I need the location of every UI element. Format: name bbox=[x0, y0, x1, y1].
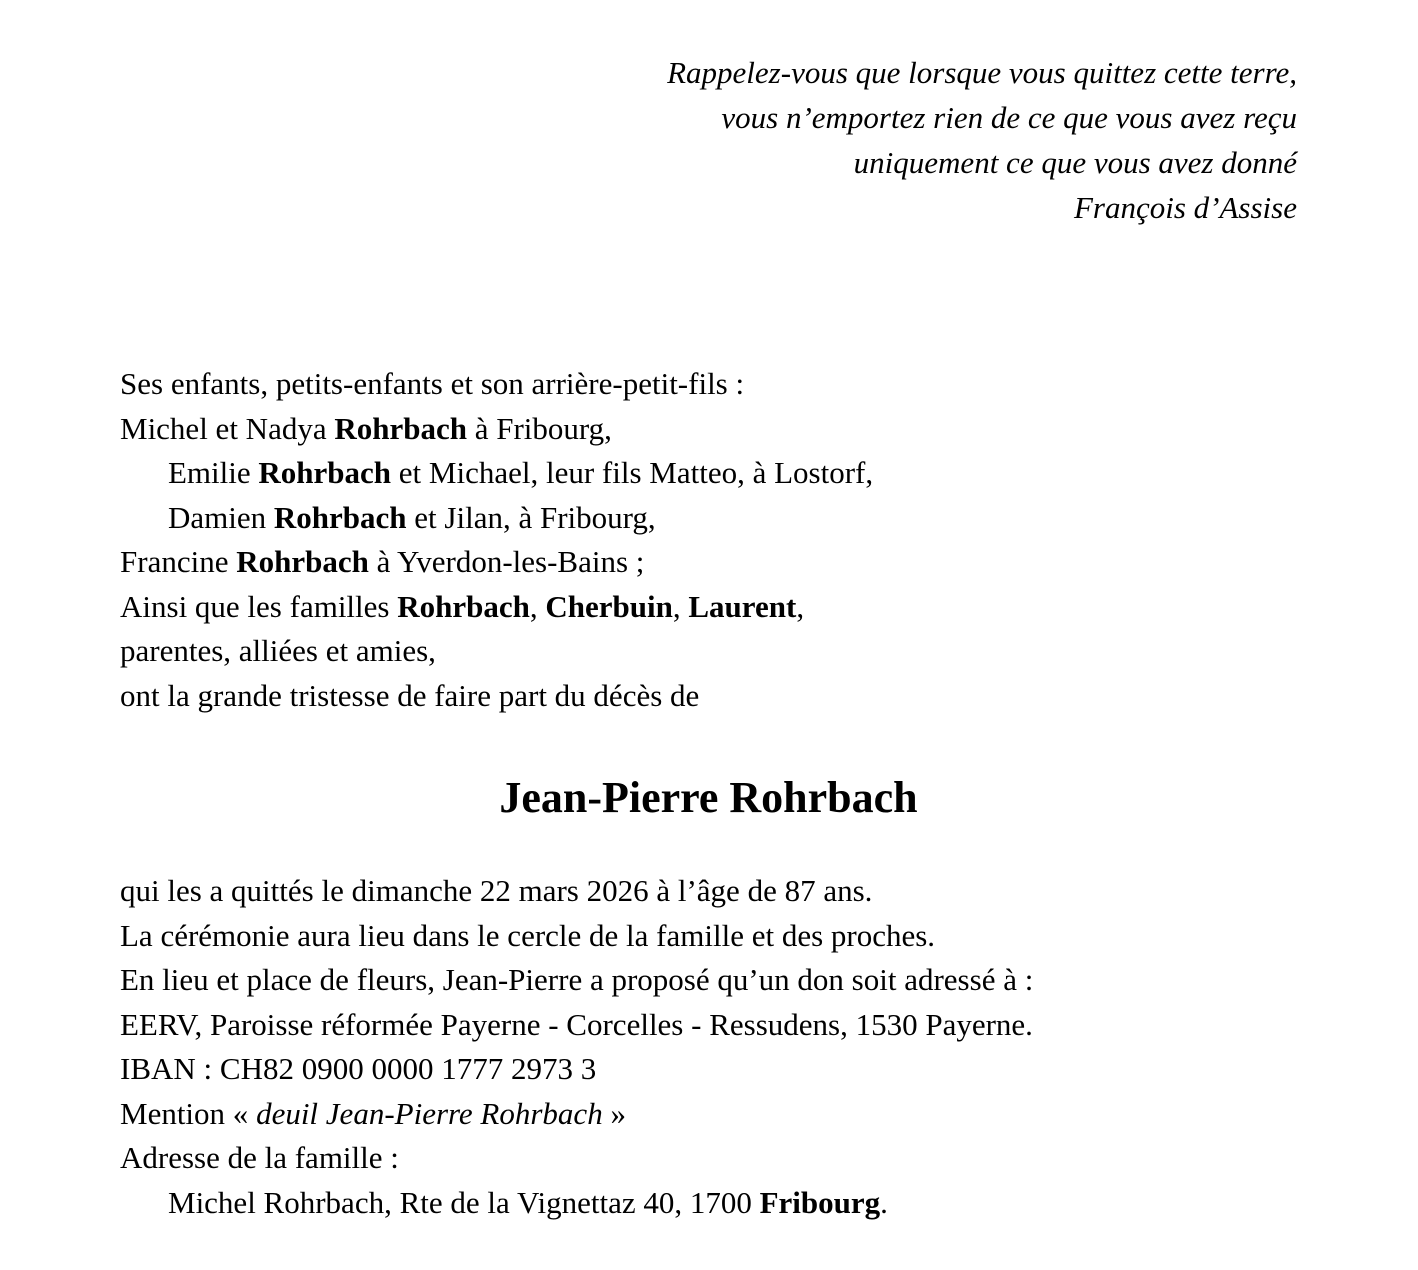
details-paragraph bbox=[120, 869, 1297, 1225]
deceased-name: Jean-Pierre Rohrbach bbox=[499, 773, 918, 822]
detail-line-death-date: qui les a quittés le dimanche 22 mars 2026 à l’âge de 87 ans. bbox=[120, 873, 873, 908]
detail-line-address-label: Adresse de la famille : bbox=[120, 1140, 399, 1175]
quote-block bbox=[120, 50, 1297, 230]
detail-line-parish: EERV, Paroisse réformée Payerne - Corcelles - Ressudens, 1530 Payerne. bbox=[120, 1006, 1033, 1042]
detail-line-ceremony: La cérémonie aura lieu dans le cercle de la famille et des proches. bbox=[120, 917, 936, 953]
quote-line-2: vous n’emportez rien de ce que vous avez reçu bbox=[721, 100, 1297, 135]
detail-line-address: Michel Rohrbach, Rte de la Vignettaz 40, 1700 Fribourg. bbox=[168, 1184, 888, 1220]
family-intro-line: Ses enfants, petits-enfants et son arrière-petit-fils : bbox=[120, 366, 745, 401]
quote-author: François d’Assise bbox=[1073, 190, 1297, 225]
family-announcement-paragraph bbox=[120, 362, 1297, 718]
quote-line-1: Rappelez-vous que lorsque vous quittez cette terre, bbox=[667, 55, 1297, 90]
family-line-francine: Francine Rohrbach à Yverdon-les-Bains ; bbox=[120, 544, 645, 579]
family-line-emilie: Emilie Rohrbach et Michael, leur fils Matteo, à Lostorf, bbox=[168, 455, 874, 490]
detail-line-mention: Mention « deuil Jean-Pierre Rohrbach » bbox=[120, 1095, 626, 1131]
family-line-relatives: parentes, alliées et amies, bbox=[120, 633, 436, 668]
family-line-families: Ainsi que les familles Rohrbach, Cherbuin, Laurent, bbox=[120, 588, 805, 624]
detail-line-donation: En lieu et place de fleurs, Jean-Pierre a proposé qu’un don soit adressé à : bbox=[120, 962, 1034, 997]
quote-line-3: uniquement ce que vous avez donné bbox=[853, 145, 1297, 180]
family-line-michel-nadya: Michel et Nadya Rohrbach à Fribourg, bbox=[120, 410, 612, 446]
detail-line-iban: IBAN : CH82 0900 0000 1777 2973 3 bbox=[120, 1051, 597, 1086]
family-line-sadness: ont la grande tristesse de faire part du décès de bbox=[120, 677, 700, 713]
family-line-damien: Damien Rohrbach et Jilan, à Fribourg, bbox=[168, 499, 656, 535]
